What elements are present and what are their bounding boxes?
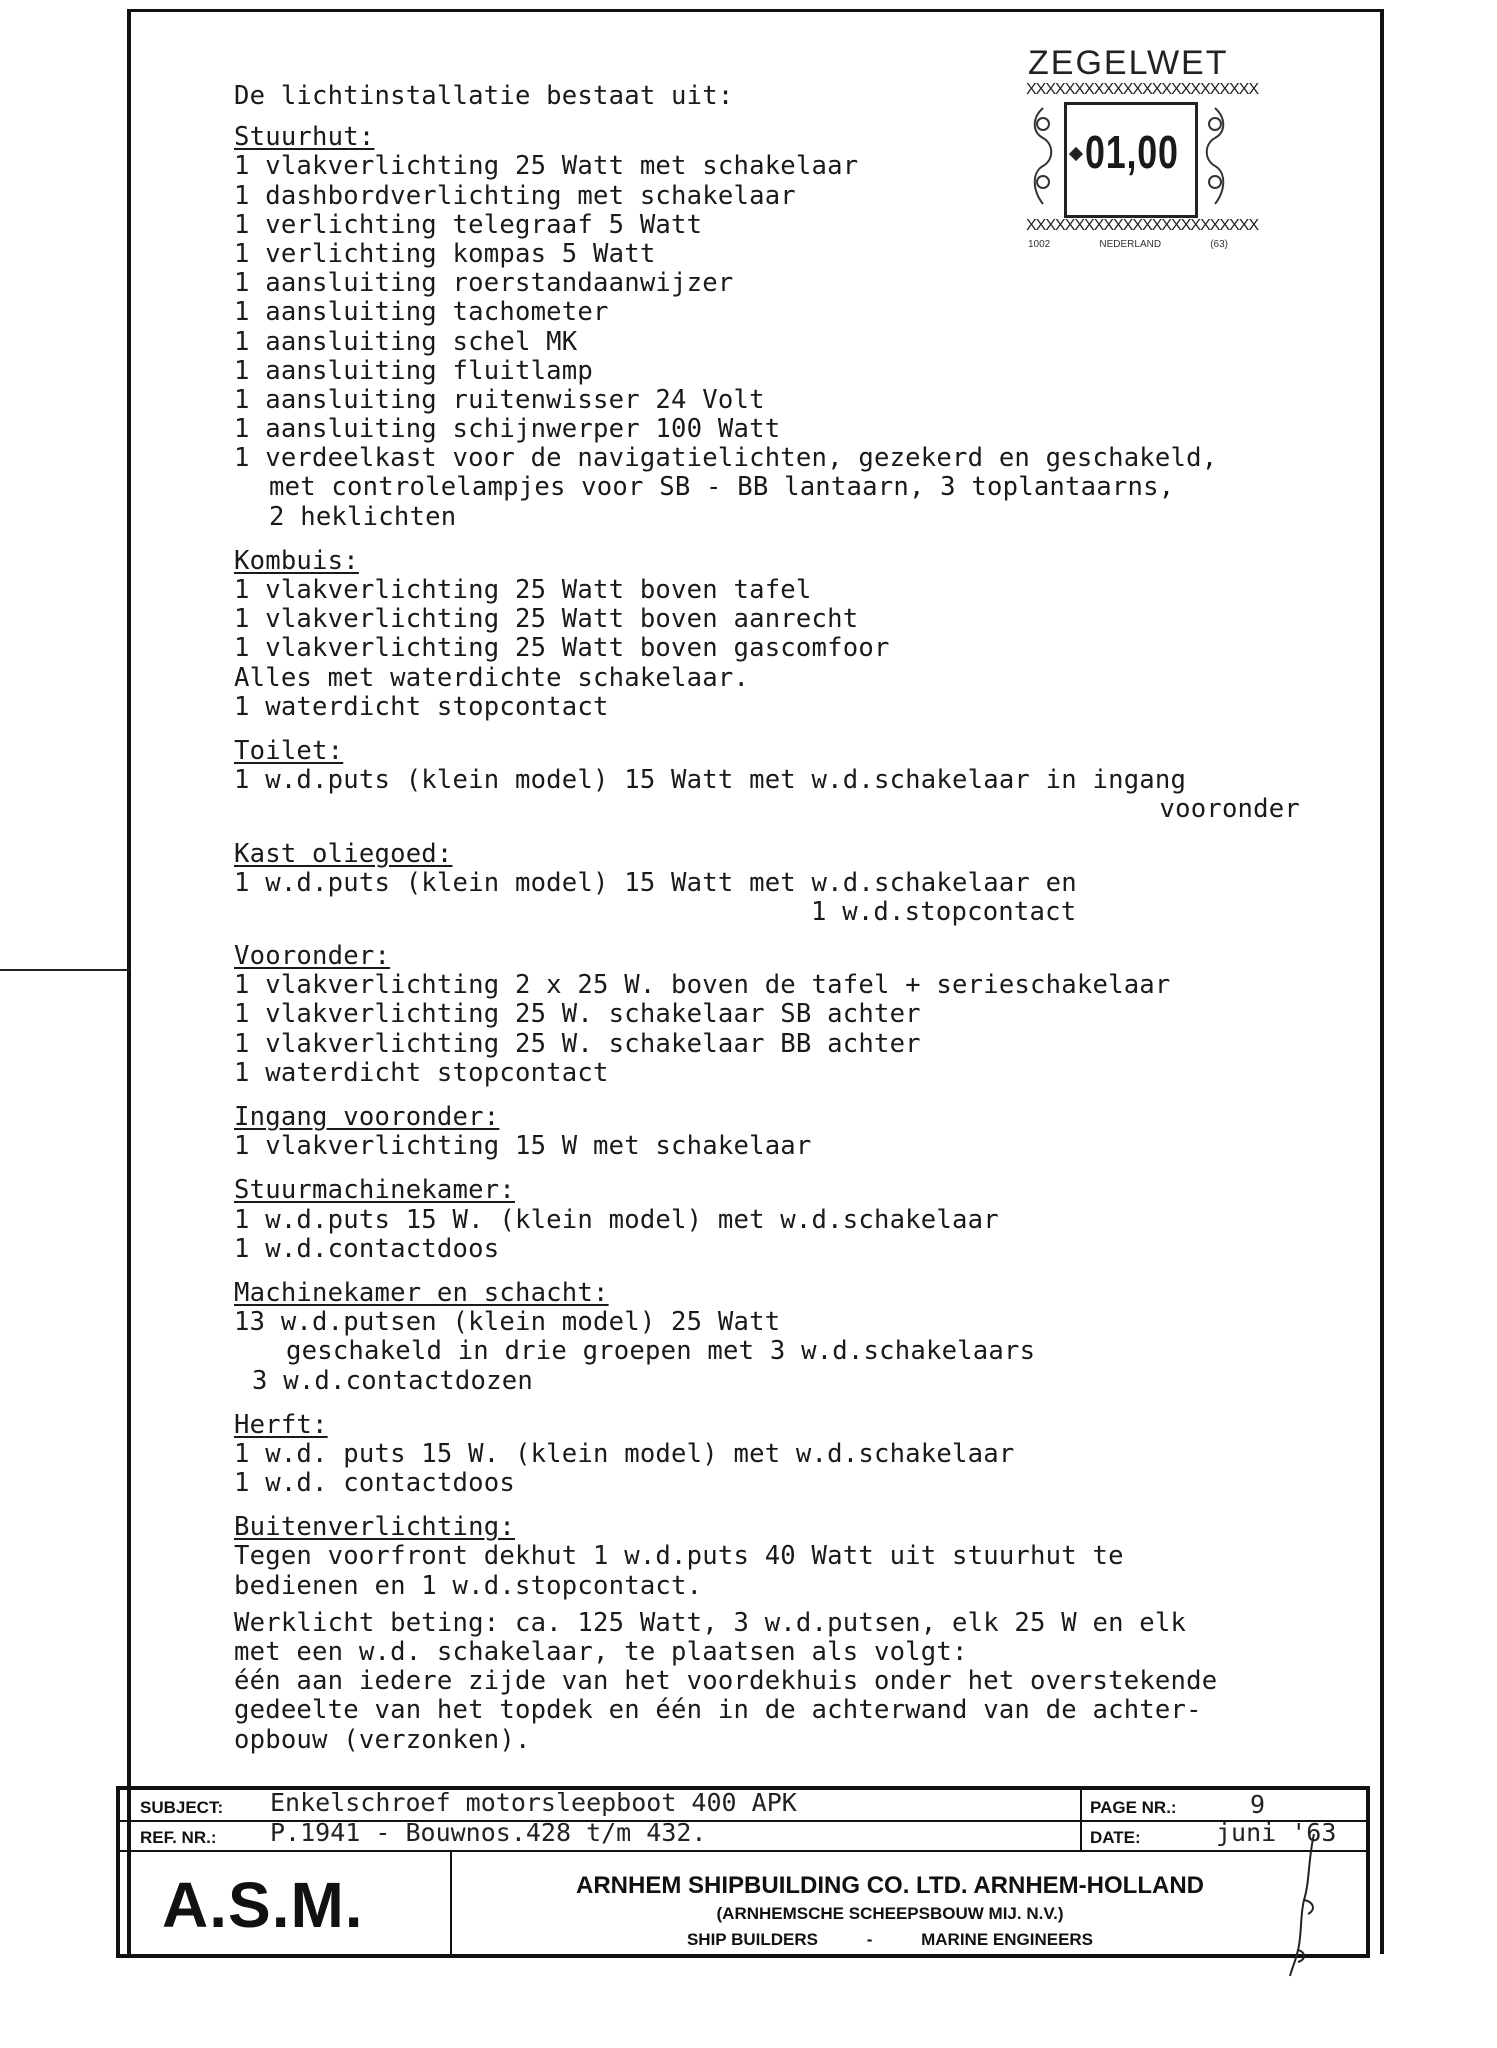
section-heading: Herft: — [234, 1409, 328, 1440]
date-value: juni '63 — [1216, 1818, 1337, 1847]
section-heading: Vooronder: — [234, 941, 391, 972]
ref-label: REF. NR.: — [140, 1828, 217, 1847]
company-tagline — [450, 1930, 1330, 1950]
stamp-foot-right: (63) — [1210, 239, 1228, 250]
stamp-foot-left: 1002 — [1028, 239, 1051, 250]
paragraph-line: één aan iedere zijde van het voordekhuis onder het overstekende — [234, 1666, 1218, 1697]
list-item-continuation: geschakeld in drie groepen met 3 w.d.schakelaars — [286, 1336, 1036, 1367]
list-item: Alles met waterdichte schakelaar. — [234, 662, 750, 693]
list-item-continuation: met controlelampjes voor SB - BB lantaarn, 3 toplantaarns, — [269, 472, 1175, 503]
tagline-dash: - — [866, 1930, 873, 1949]
list-item: 1 w.d. contactdoos — [234, 1468, 515, 1499]
company-dutch-name: (ARNHEMSCHE SCHEEPSBOUW MIJ. N.V.) — [716, 1904, 1064, 1923]
list-item: 1 aansluiting schel MK — [234, 326, 578, 357]
section-buitenverlichting — [234, 1513, 1354, 1601]
paragraph-line: opbouw (verzonken). — [234, 1724, 531, 1755]
stamp-pattern-bottom: XXXXXXXXXXXXXXXXXXXXXXXX — [1026, 217, 1259, 234]
document-body — [234, 82, 1354, 1755]
list-item: 1 verlichting kompas 5 Watt — [234, 238, 656, 269]
list-item: 1 aansluiting roerstandaanwijzer — [234, 268, 734, 299]
list-item: 1 aansluiting tachometer — [234, 297, 609, 328]
list-item-continuation: 2 heklichten — [269, 501, 457, 532]
section-ingang-vooronder — [234, 1103, 1354, 1161]
section-machinekamer — [234, 1279, 1354, 1396]
list-item: 1 vlakverlichting 25 Watt boven aanrecht — [234, 604, 859, 635]
subject-value: Enkelschroef motorsleepboot 400 APK — [270, 1788, 797, 1817]
list-item: bedienen en 1 w.d.stopcontact. — [234, 1570, 703, 1601]
list-item: 1 vlakverlichting 25 W. schakelaar SB achter — [234, 999, 921, 1030]
tagline-marine-engineers: MARINE ENGINEERS — [921, 1930, 1094, 1949]
section-heading: Stuurmachinekamer: — [234, 1175, 515, 1206]
date-label: DATE: — [1090, 1828, 1141, 1847]
list-item: Tegen voorfront dekhut 1 w.d.puts 40 Watt uit stuurhut te — [234, 1541, 1124, 1572]
intro-line: De lichtinstallatie bestaat uit: — [234, 81, 734, 111]
list-item: 1 waterdicht stopcontact — [234, 691, 609, 722]
list-item: 1 vlakverlichting 2 x 25 W. boven de tafel + serieschakelaar — [234, 970, 1171, 1001]
section-heading: Machinekamer en schacht: — [234, 1277, 609, 1308]
stamp-pattern-top: XXXXXXXXXXXXXXXXXXXXXXXX — [1026, 81, 1259, 98]
section-heading: Buitenverlichting: — [234, 1512, 515, 1543]
paragraph-line: met een w.d. schakelaar, te plaatsen als volgt: — [234, 1637, 968, 1667]
title-block — [116, 1786, 1370, 1958]
stamp-foot-country: NEDERLAND — [1099, 239, 1162, 250]
closing-paragraph — [234, 1609, 1354, 1755]
list-item: 1 vlakverlichting 25 W. schakelaar BB achter — [234, 1028, 921, 1059]
paragraph-line: Werklicht beting: ca. 125 Watt, 3 w.d.putsen, elk 25 W en elk — [234, 1607, 1187, 1638]
list-item: 3 w.d.contactdozen — [252, 1365, 533, 1396]
list-item: 1 vlakverlichting 15 W met schakelaar — [234, 1131, 812, 1162]
section-kombuis — [234, 547, 1354, 722]
ref-value: P.1941 - Bouwnos.428 t/m 432. — [270, 1818, 707, 1847]
section-heading: Ingang vooronder: — [234, 1102, 500, 1132]
list-item: 1 vlakverlichting 25 Watt boven tafel — [234, 575, 812, 605]
section-kast-oliegoed — [234, 840, 1354, 928]
list-item: 1 w.d.puts 15 W. (klein model) met w.d.schakelaar — [234, 1204, 999, 1235]
list-item: 1 aansluiting fluitlamp — [234, 355, 594, 386]
list-item: 1 w.d.puts (klein model) 15 Watt met w.d.schakelaar en — [234, 867, 1077, 898]
section-herft — [234, 1411, 1354, 1499]
list-item: 1 aansluiting schijnwerper 100 Watt — [234, 414, 781, 445]
section-heading: Toilet: — [234, 735, 344, 766]
company-name: ARNHEM SHIPBUILDING CO. LTD. ARNHEM-HOLLAND — [576, 1872, 1204, 1899]
list-item: 1 w.d. puts 15 W. (klein model) met w.d.schakelaar — [234, 1438, 1015, 1469]
page-value: 9 — [1250, 1790, 1266, 1819]
list-item: 1 waterdicht stopcontact — [234, 1057, 609, 1088]
stamp-value: 01,00 — [1085, 126, 1179, 178]
page-label: PAGE NR.: — [1090, 1798, 1177, 1817]
section-stuurmachinekamer — [234, 1176, 1354, 1264]
tagline-ship-builders: SHIP BUILDERS — [686, 1930, 818, 1949]
section-heading: Kast oliegoed: — [234, 838, 453, 869]
title-divider — [1080, 1790, 1082, 1850]
section-stuurhut — [234, 123, 1354, 532]
section-vooronder — [234, 942, 1354, 1088]
list-item-continuation: 1 w.d.stopcontact — [811, 896, 1077, 927]
list-item: 13 w.d.putsen (klein model) 25 Watt — [234, 1307, 781, 1338]
list-item-continuation: vooronder — [1159, 794, 1300, 825]
list-item: 1 vlakverlichting 25 Watt met schakelaar — [234, 151, 859, 182]
list-item: 1 aansluiting ruitenwisser 24 Volt — [234, 384, 765, 415]
section-heading: Stuurhut: — [234, 122, 375, 153]
section-heading: Kombuis: — [234, 545, 359, 576]
stamp-title: ZEGELWET — [1028, 44, 1229, 82]
list-item: 1 verlichting telegraaf 5 Watt — [234, 209, 703, 240]
company-logo: A.S.M. — [162, 1869, 364, 1941]
signature-mark-icon — [1270, 1830, 1350, 1980]
list-item: 1 vlakverlichting 25 Watt boven gascomfoor — [234, 633, 890, 664]
list-item: 1 verdeelkast voor de navigatielichten, gezekerd en geschakeld, — [234, 443, 1218, 474]
list-item: 1 dashbordverlichting met schakelaar — [234, 180, 796, 211]
list-item: 1 w.d.contactdoos — [234, 1233, 500, 1264]
paragraph-line: gedeelte van het topdek en één in de achterwand van de achter- — [234, 1695, 1202, 1726]
section-toilet — [234, 737, 1354, 825]
subject-label: SUBJECT: — [140, 1798, 224, 1817]
list-item: 1 w.d.puts (klein model) 15 Watt met w.d.schakelaar in ingang — [234, 765, 1187, 796]
margin-rule — [0, 969, 130, 971]
